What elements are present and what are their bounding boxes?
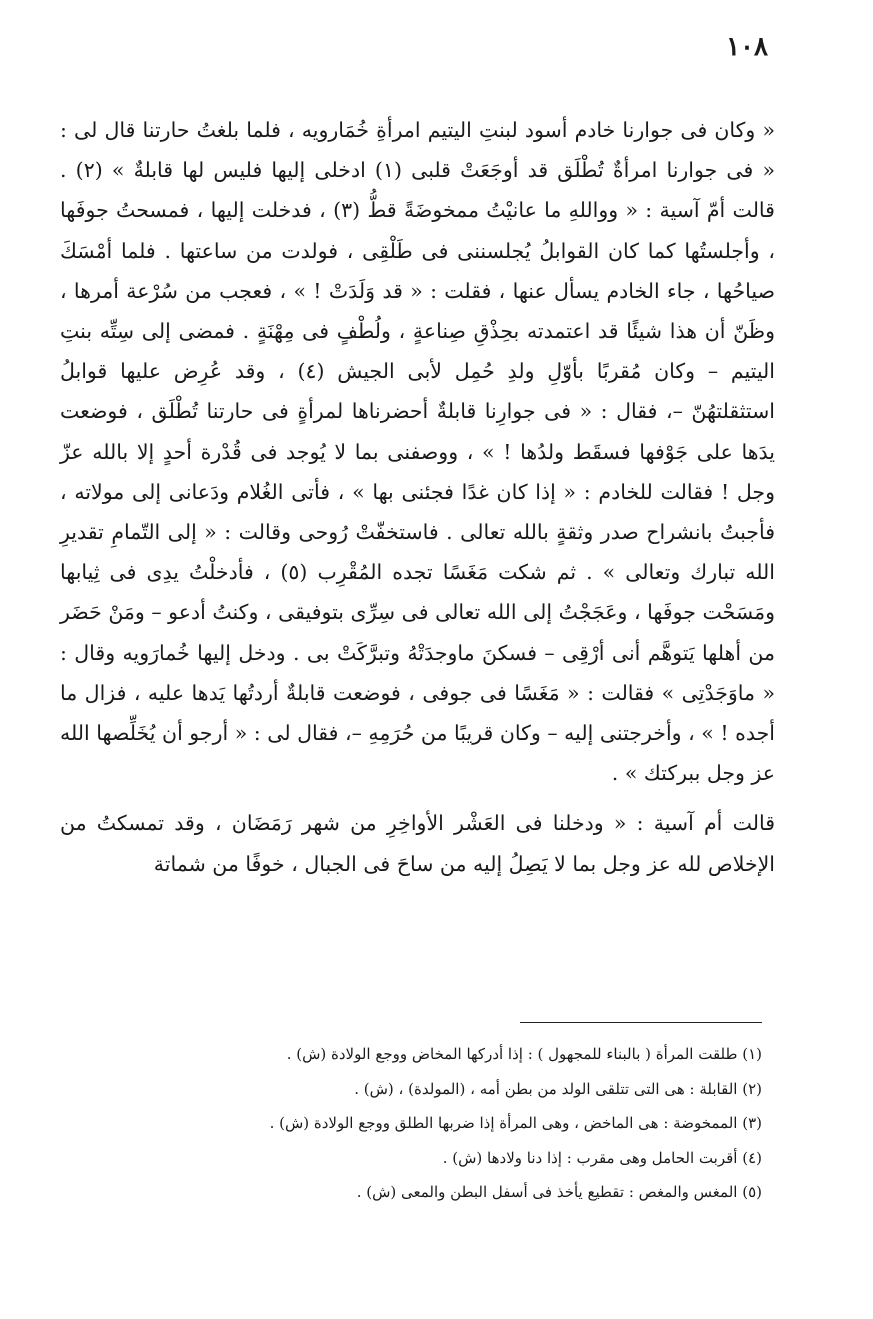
page-number: ١٠٨ (726, 32, 768, 62)
footnote: (١) طلقت المرأة ( بالبناء للمجهول ) : إذا أدركها المخاض ووجع الولادة (ش) . (286, 1045, 762, 1063)
footnote-separator (520, 1022, 762, 1023)
paragraph: « وكان فى جوارنا خادم أسود لبنتِ اليتيم امرأةِ خُمَارويه ، فلما بلغتُ حارتنا قال لى : « فى جوارنا امرأةٌ تُطْلَق قد أوجَعَتْ قلبى (١) ادخلى إليها فليس لها قابلةٌ » (٢) . قالت أمّ آسية : « وواللهِ ما عانيْتُ ممخوضَةً قطُّ (٣) ، فدخلت إليها ، فمسحتُ جوفَها ، وأجلستُها كما كان القوابلُ يُجلسننى فى طَلْقِى ، فولدت من ساعتها . فلما أمْسَكَ صياحُها ، جاء الخادم يسأل عنها ، فقلت : « قد وَلَدَتْ ! » ، فعجب من سُرْعة أمرها ، وظَنّ أن هذا شيئًا قد اعتمدته بحِذْقِ صِناعةٍ ، ولُطْفٍ فى مِهْنَةٍ . فمضى إلى سِتِّه بنتِ اليتيم – وكان مُقربًا بأوّلِ ولدِ حُمِل لأبى الجيش (٤) ، وقد عُرِض عليها قوابلُ استثقلتهُنّ –، فقال : « فى جوارِنا قابلةٌ أحضرناها لمرأةٍ فى حارتنا تُطْلَق ، فوضعت يدَها على جَوْفها فسقَط ولدُها ! » ، ووصفنى بما لا يُوجد فى قُدْرة أحدٍ إلا بالله عزّ وجل ! فقالت للخادم : « إذا كان غدًا فجئنى بها » ، فأتى الغُلام ودَعانى إلى مولاته ، فأجبتُ بانشراح صدر وثقةٍ بالله تعالى . فاستخفّتْ رُوحى وقالت : « إلى التّمامِ تقديرِ الله تبارك وتعالى » . ثم شكت مَغَسًا تجده المُقْرِب (٥) ، فأدخلْتُ يدِى فى ثِيابها ومَسَحْت جوفَها ، وعَجَجْتُ إلى الله تعالى فى سِرِّى بتوفيقى ، وكنتُ أدعو – ومَنْ حَضَر من أهلها يَتوهَّم أنى أرْقِى – فسكنَ ماوجدَتْهُ وتبرَّكَتْ بى . ودخل إليها خُمارَويه وقال : « ماوَجَدْتِى » فقالت : « مَغَسًا فى جوفى ، فوضعت قابلةٌ أردتُها يَدها عليه ، فزال ما أجده ! » ، وأخرجتنى إليه – وكان قريبًا من حُرَمِهِ –، فقال لى : « أرجو أن يُخَلِّصها الله عز وجل ببركتك » . (60, 118, 776, 786)
footnote: (٥) المغس والمغص : تقطيع يأخذ فى أسفل البطن والمعى (ش) . (356, 1183, 762, 1201)
footnote: (٢) القابلة : هى التى تتلقى الولد من بطن أمه ، (المولدة) ، (ش) . (354, 1079, 762, 1098)
footnote: (٣) الممخوضة : هى الماخض ، وهى المرأة إذا ضربها الطلق ووجع الولادة (ش) . (269, 1114, 762, 1132)
main-text (60, 110, 775, 884)
paragraph: قالت أم آسية : « ودخلنا فى العَشْر الأواخِرِ من شهر رَمَضَان ، وقد تمسكتُ من الإخلاص لله عز وجل بما لا يَصِلُ إليه من ساحَ فى الجبال ، خوفًا من شماتة (60, 811, 775, 876)
footnote: (٤) أقربت الحامل وهى مقرب : إذا دنا ولادها (ش) . (442, 1148, 762, 1167)
footnotes (120, 1037, 762, 1210)
